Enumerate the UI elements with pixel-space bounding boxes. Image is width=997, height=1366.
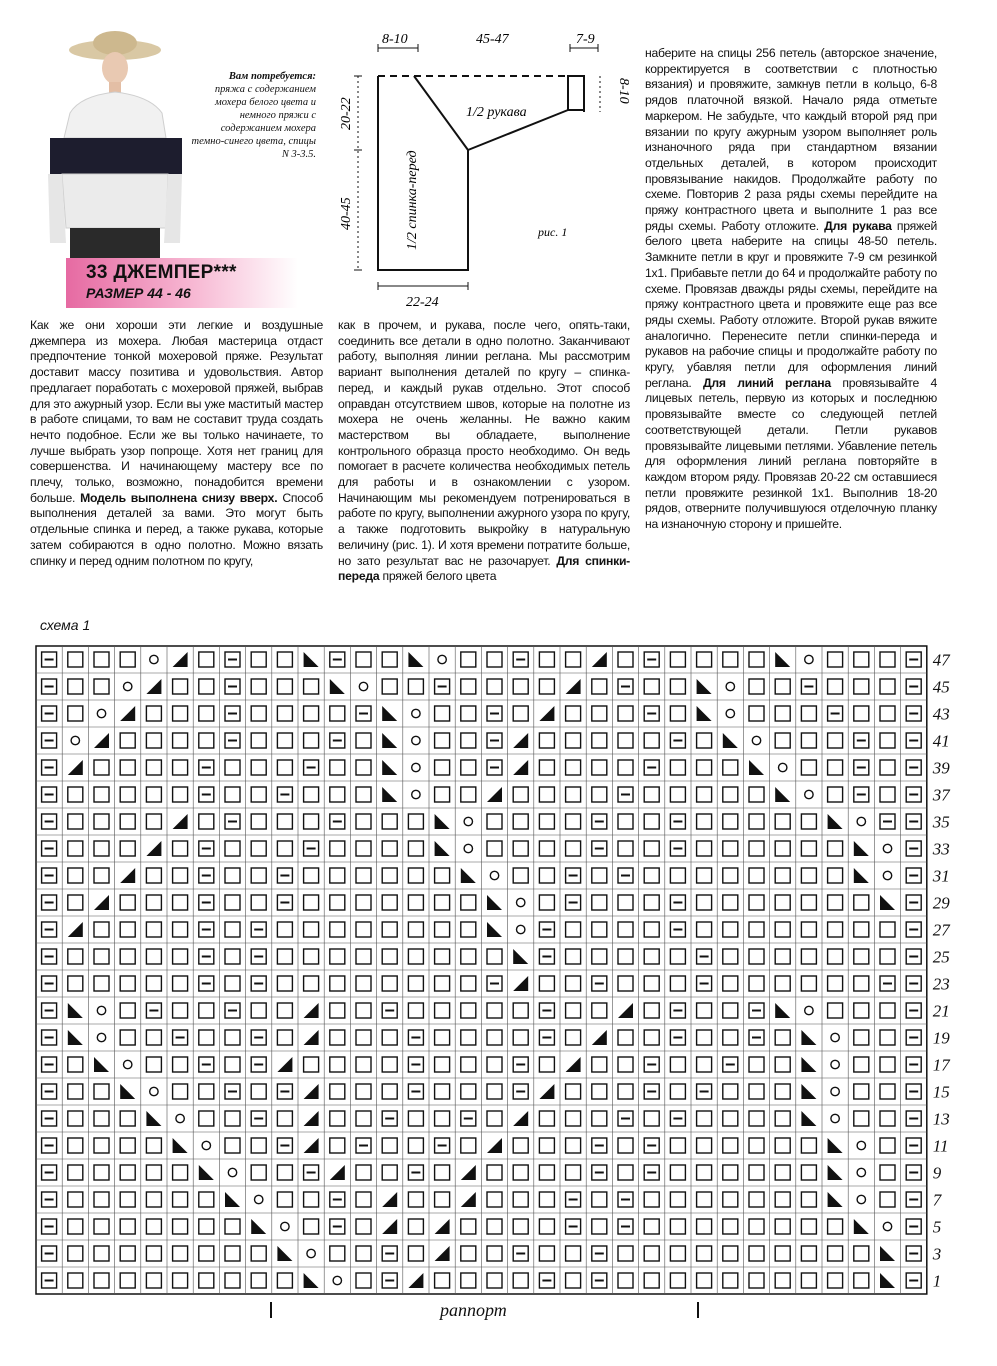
hat-crown: [93, 31, 137, 55]
label-fig: рис. 1: [538, 225, 568, 239]
chart-row-label: 21: [932, 1001, 950, 1021]
sweater-band: [50, 138, 182, 174]
schematic-diagram: [320, 30, 650, 320]
chart-row-label: 17: [932, 1055, 950, 1075]
rapport-start-tick: [270, 1302, 272, 1318]
col3-bold-raglan: Для линий реглана: [703, 375, 831, 390]
chart-row-label: 11: [932, 1136, 949, 1156]
chart-row-label: 3: [932, 1244, 942, 1264]
chart-row-label: 31: [932, 866, 950, 886]
col2-bold: Для спинки-переда: [338, 553, 630, 584]
chart-row-label: 29: [932, 893, 950, 913]
col1-text-a: Как же они хороши эти легкие и воздушные джемпера из мохера. Любая мастерица отдаст предпочтение тонкой мохеровой пряже. Результат доставит массу позитива и удовольствия. Автор предлагает поработать с мохеровой пряжей, выбрав для это ажурный узор. Если вы уже маститый мастер в работе спицами, то вам не составит труда создать нечто подобное. Если же вы только начинаете, то лучше выбрать узор попроще. Хотя нет границ для совершенства. И начинающему мастеру все по плечу, только, возможно, понадобится времени больше.: [30, 318, 323, 505]
dim-left-top: 20-22: [339, 97, 354, 130]
col3-text-a: наберите на спицы 256 петель (авторское значение, корректируется в соответствии с плотностью вязания) и провяжите, замкнув петли в кольцо, 6-8 рядов платочной вязкой. Начало ряда отметьте маркером. Не забудьте, что каждый второй ряд при вязании по кругу ажурным узором выполняет роль изнаночного ряда при стандартном вязании отдельных деталей, в котором происходит провязывание накидов. Продолжайте работу по схеме. Повторив 2 раза ряды схемы перейдите на пряжу контрастного цвета и выполните 1 раз все ряды схемы. Работу отложите.: [645, 46, 937, 233]
chart-row-label: 13: [932, 1109, 950, 1129]
chart-row-label: 25: [932, 947, 950, 967]
chart-row-label: 47: [932, 650, 950, 670]
col3-text-e: провязывайте 4 лицевых петель, первую из которых и последнюю провязывайте вместе со следующей петлей соответствующей детали. Петли рукавов провязывайте лицевыми петлями. Убавление петель для оформления линий реглана повторяйте в каждом втором ряду. Провязав 20-22 см оставшиеся петли провяжите резинкой 1х1. Выполнив 18-20 рядов, отверните получившуюся отделочную планку на изнаночную сторону и пришейте.: [645, 375, 937, 532]
rapport-end-tick: [697, 1302, 699, 1318]
text-column-2: [338, 318, 630, 585]
dim-top-mid: 45-47: [476, 32, 509, 47]
chart-row-label: 5: [932, 1217, 942, 1237]
chart-row-label: 41: [932, 731, 950, 751]
chart-row-label: 15: [932, 1082, 950, 1102]
dim-right: 8-10: [616, 78, 631, 104]
chart-row-label: 7: [932, 1190, 942, 1210]
chart-row-label: 19: [932, 1028, 950, 1048]
col2-text-a: как в прочем, и рукава, после чего, опять-таки, соединить все детали в одно полотно. Заканчивают работу, выполняя линии реглана. Мы рассмотрим вариант выполнения деталей по кругу – спинка-перед, и каждый рукав отдельно. Этот способ оправдан отсутствием швов, которые на полотне из мохера не очень желанны. Не важно каким мастерством вы обладаете, выполнение контрольного образца просто необходимо. Он ведь помогает в расчете количества необходимых петель для работы и в ознакомлении с узором. Начинающим мы рекомендуем потренироваться в работе по кругу, выполнении ажурного узора по кругу, а также подготовить выкройку в натуральную величину (рис. 1). И хотя времени потратите больше, но зато результат вас не разочарует.: [338, 318, 630, 568]
chart-row-label: 33: [932, 839, 950, 859]
chart-row-label: 9: [932, 1163, 942, 1183]
sweater-bottom: [62, 174, 168, 228]
text-column-3: [645, 46, 937, 533]
dim-bottom: 22-24: [406, 295, 439, 310]
col3-text-c: пряжей белого цвета наберите на спицы 48-50 петель. Замкните петли в круг и провяжите 7-9 см резинкой 1х1. Прибавьте петли до 64 и продолжайте работу по схеме. Провязав дважды ряды схемы, перейдите на пряжу контрастного цвета и провяжите еще раз все ряды схемы. Работу отложите. Второй рукав вяжите аналогично. Перенесите петли спинки-переда и рукавов на рабочие спицы и продолжайте работу по кругу, убавляя петли для оформления линий реглана.: [645, 218, 938, 390]
skirt: [70, 228, 160, 260]
col1-text-c: Способ выполнения деталей за вами. Это могут быть отдельные спинка и перед, а также рукава, которые затем собираются в одно полотно. Можно вязать спинку и перед одним полотном по кругу,: [30, 490, 323, 568]
label-sleeve: 1/2 рукава: [466, 105, 527, 120]
chart-row-label: 35: [932, 812, 950, 832]
materials-text: пряжа с содержанием мохера белого цвета и немного пряжи с содержанием мохера темно-синего цвета, спицы N 3-3.5.: [191, 84, 316, 160]
dim-left-bottom: 40-45: [339, 197, 354, 230]
dim-top-left: 8-10: [382, 32, 408, 47]
materials-block: [188, 70, 316, 161]
chart-row-label: 37: [932, 785, 950, 805]
dim-top-right: 7-9: [576, 32, 595, 47]
col1-bold: Модель выполнена снизу вверх.: [80, 490, 278, 505]
chart-row-label: 45: [932, 677, 950, 697]
chart-row-label: 23: [932, 974, 950, 994]
model-photo: [40, 28, 190, 260]
knitting-chart: [30, 640, 970, 1300]
label-body: 1/2 спинка-перед: [405, 150, 420, 250]
chart-title: схема 1: [40, 617, 91, 633]
rapport-label: раппорт: [440, 1300, 507, 1320]
pattern-title: 33 ДЖЕМПЕР***: [86, 262, 237, 283]
pattern-size: РАЗМЕР 44 - 46: [86, 285, 191, 301]
text-column-1: [30, 318, 323, 569]
materials-title: Вам потребуется:: [228, 71, 316, 82]
chart-row-label: 39: [932, 758, 950, 778]
chart-row-label: 1: [932, 1271, 942, 1291]
col2-text-c: пряжей белого цвета: [382, 569, 497, 584]
chart-row-label: 27: [932, 920, 950, 940]
face: [102, 52, 128, 84]
chart-row-label: 43: [932, 704, 950, 724]
col3-bold-sleeve: Для рукава: [824, 218, 892, 233]
